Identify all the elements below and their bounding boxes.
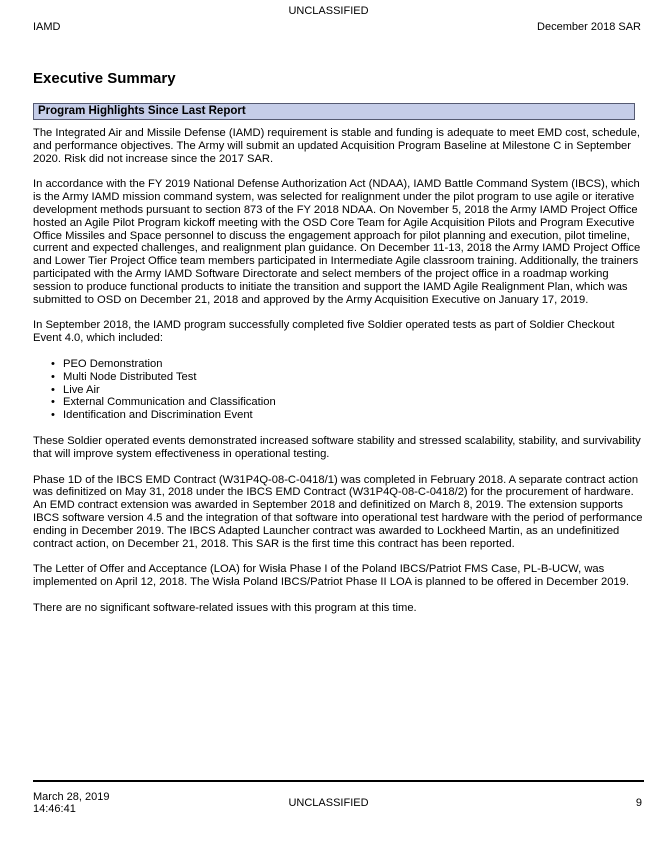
- document-body: [33, 127, 643, 628]
- list-item-text: Live Air: [63, 383, 100, 396]
- list-item-text: PEO Demonstration: [63, 357, 163, 370]
- bullet-list: [33, 358, 643, 422]
- list-item-text: External Communication and Classification: [63, 396, 276, 409]
- footer-time: 14:46:41: [33, 803, 76, 815]
- list-item: [51, 371, 643, 384]
- paragraph: The Letter of Offer and Acceptance (LOA) for Wisła Phase I of the Poland IBCS/Patriot FMS Case, PL-B-UCW, was implemented on April 12, 2018. The Wisła Poland IBCS/Patriot Phase II LOA is planned to be offered in December 2019.: [33, 563, 629, 589]
- paragraph: There are no significant software-related issues with this program at this time.: [33, 601, 417, 614]
- bullet-icon: •: [51, 409, 55, 422]
- list-item-text: Identification and Discrimination Event: [63, 409, 253, 422]
- page-title: Executive Summary: [33, 70, 176, 87]
- paragraph: The Integrated Air and Missile Defense (IAMD) requirement is stable and funding is adequate to meet EMD cost, schedule, and performance objectives. The Army will submit an updated Acquisition Program Baseline at Milestone C in September 2020. Risk did not increase since the 2017 SAR.: [33, 127, 640, 165]
- list-item: [51, 409, 643, 422]
- header-program-name: IAMD: [33, 21, 61, 33]
- bullet-icon: •: [51, 383, 55, 396]
- page-number: 9: [635, 797, 642, 809]
- bullet-icon: •: [51, 370, 55, 383]
- bullet-icon: •: [51, 396, 55, 409]
- paragraph: Phase 1D of the IBCS EMD Contract (W31P4Q-08-C-0418/1) was completed in February 2018. A separate contract action was definitized on May 31, 2018 under the IBCS EMD Contract (W31P4Q-08-C-0418/2) for the procurement of hardware. An EMD contract extension was awarded in September 2018 and definitized on March 8, 2019. The extension supports IBCS software version 4.5 and the integration of that software into operational test hardware with the period of performance ending in December 2019. The IBCS Adapted Launcher contract was awarded to Lockheed Martin, as an undefinitized contract action, on December 21, 2018. This SAR is the first time this contract has been reported.: [33, 473, 643, 550]
- header-classification: UNCLASSIFIED: [288, 5, 369, 17]
- footer-classification: UNCLASSIFIED: [288, 797, 369, 809]
- paragraph: In September 2018, the IAMD program successfully completed five Soldier operated tests as part of Soldier Checkout Event 4.0, which included:: [33, 319, 615, 345]
- bullet-icon: •: [51, 357, 55, 370]
- list-item: [51, 384, 643, 397]
- paragraph: In accordance with the FY 2019 National Defense Authorization Act (NDAA), IAMD Battle Command System (IBCS), which is the Army IAMD mission command system, was selected for realignment under the pilot program to use agile or iterative development methods pursuant to section 873 of the FY 2018 NDAA. On November 5, 2018 the Army IAMD Project Office hosted an Agile Pilot Program kickoff meeting with the OSD Core Team for Agile Acquisition Pilots and Program Executive Office Missiles and Space personnel to discuss the engagement approach for pilot planning and execution, pilot timeline, current and expected challenges, and realignment plan guidance. On December 11-13, 2018 the Army IAMD Project Office and Lower Tier Project Office team members participated in Intermediate Agile classroom training. Additionally, the trainers participated with the Army IAMD Software Directorate and select members of the project office in a roadmap working session to produce functional products to initiate the transition and support the IAMD Agile Realignment Plan, which was submitted to OSD on December 21, 2018 and approved by the Army Acquisition Executive on January 17, 2019.: [33, 178, 641, 306]
- section-heading: Program Highlights Since Last Report: [33, 103, 635, 120]
- footer-divider: [33, 780, 644, 782]
- list-item: [51, 358, 643, 371]
- list-item-text: Multi Node Distributed Test: [63, 370, 197, 383]
- header-report-date: December 2018 SAR: [537, 21, 641, 33]
- footer-date: March 28, 2019: [33, 791, 110, 803]
- paragraph: These Soldier operated events demonstrated increased software stability and stressed scalability, stability, and survivability that will improve system effectiveness in operational testing.: [33, 434, 641, 460]
- list-item: [51, 396, 643, 409]
